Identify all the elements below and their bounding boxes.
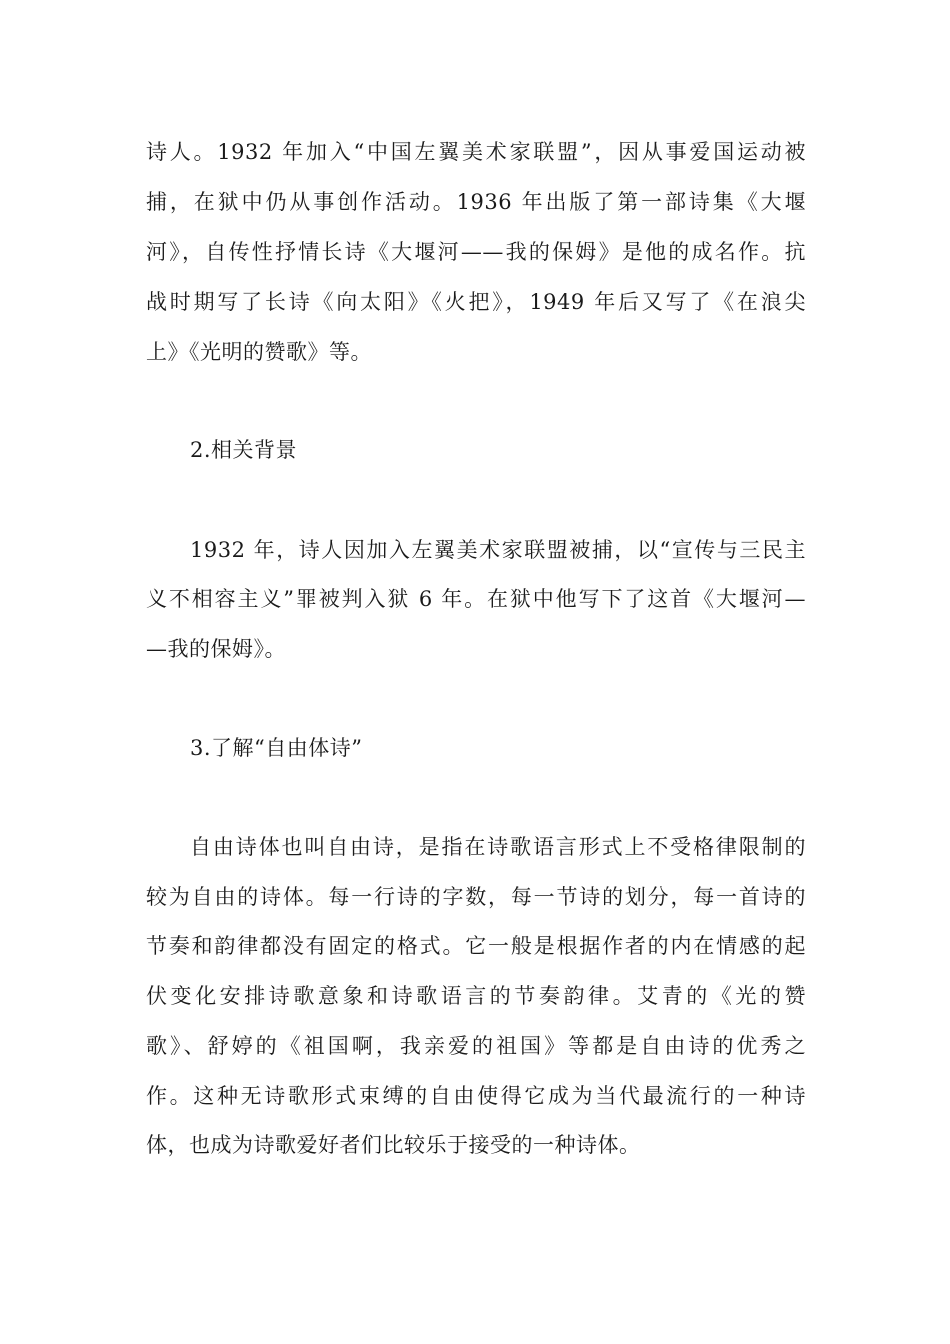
paragraph-line: —我的保姆》。	[146, 637, 286, 661]
paragraph-line: 节奏和韵律都没有固定的格式。它一般是根据作者的内在情感的起	[146, 934, 806, 958]
paragraph-line: 战时期写了长诗《向太阳》《火把》，1949 年后又写了《在浪尖	[146, 290, 806, 314]
paragraph-line: 作。这种无诗歌形式束缚的自由使得它成为当代最流行的一种诗	[146, 1084, 806, 1108]
paragraph-line: 上》《光明的赞歌》等。	[146, 340, 372, 364]
section-heading: 3.了解“自由体诗”	[190, 736, 363, 760]
paragraph-line: 较为自由的诗体。每一行诗的字数，每一节诗的划分，每一首诗的	[146, 885, 806, 909]
paragraph-line: 伏变化安排诗歌意象和诗歌语言的节奏韵律。艾青的《光的赞	[146, 984, 806, 1008]
paragraph-line: 自由诗体也叫自由诗，是指在诗歌语言形式上不受格律限制的	[190, 835, 806, 859]
paragraph-line: 1932 年，诗人因加入左翼美术家联盟被捕，以“宣传与三民主	[190, 538, 806, 562]
paragraph-line: 河》，自传性抒情长诗《大堰河——我的保姆》是他的成名作。抗	[146, 240, 806, 264]
paragraph-line: 义不相容主义”罪被判入狱 6 年。在狱中他写下了这首《大堰河—	[146, 587, 806, 611]
paragraph-line: 捕，在狱中仍从事创作活动。1936 年出版了第一部诗集《大堰	[146, 190, 806, 214]
section-heading: 2.相关背景	[190, 438, 298, 462]
paragraph-line: 体，也成为诗歌爱好者们比较乐于接受的一种诗体。	[146, 1133, 641, 1157]
paragraph-line: 歌》、舒婷的《祖国啊，我亲爱的祖国》等都是自由诗的优秀之	[146, 1034, 806, 1058]
paragraph-line: 诗人。1932 年加入“中国左翼美术家联盟”，因从事爱国运动被	[146, 140, 806, 164]
